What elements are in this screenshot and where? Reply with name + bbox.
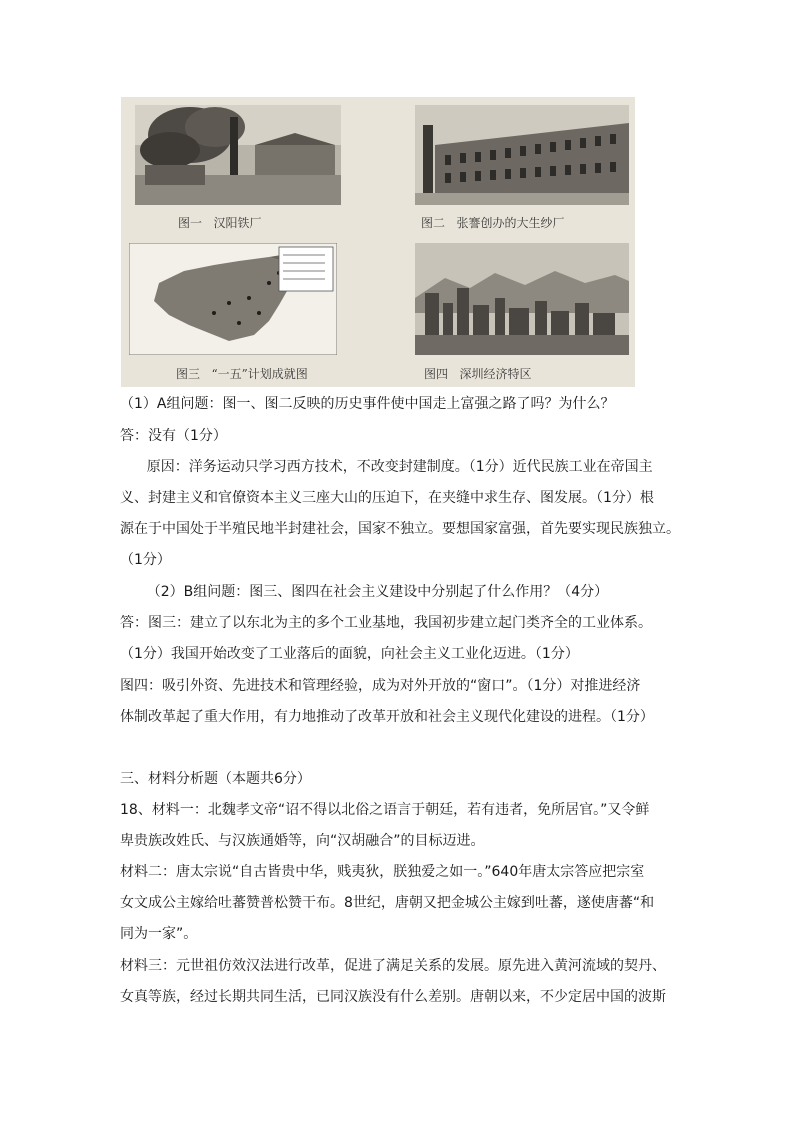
five-year-plan-map	[129, 243, 337, 355]
historical-photo-figure	[121, 97, 635, 387]
question-a: （1）A组问题：图一、图二反映的历史事件使中国走上富强之路了吗？为什么？	[120, 396, 615, 412]
answer-a-3: 义、封建主义和官僚资本主义三座大山的压迫下，在夹缝中求生存、图发展。（1分）根	[120, 490, 654, 506]
answer-a-4: 源在于中国处于半殖民地半封建社会，国家不独立。要想国家富强，首先要实现民族独立。	[120, 521, 680, 537]
answer-b-1: 答：图三：建立了以东北为主的多个工业基地，我国初步建立起门类齐全的工业体系。	[120, 615, 652, 631]
question-b: （2）B组问题：图三、图四在社会主义建设中分别起了什么作用？（4分）	[120, 584, 609, 600]
material-one-1: 18、材料一：北魏孝文帝“诏不得以北俗之语言于朝廷，若有违者，免所居官。”又令鲜	[120, 802, 650, 818]
answer-a-2: 原因：洋务运动只学习西方技术，不改变封建制度。（1分）近代民族工业在帝国主	[120, 459, 653, 475]
answer-b-2: （1分）我国开始改变了工业落后的面貌，向社会主义工业化迈进。（1分）	[120, 646, 579, 662]
material-three-2: 女真等族，经过长期共同生活，已同汉族没有什么差别。唐朝以来，不少定居中国的波斯	[120, 989, 666, 1005]
answer-a-1: 答：没有（1分）	[120, 428, 227, 444]
material-two-1: 材料二：唐太宗说“自古皆贵中华，贱夷狄，朕独爱之如一。”640年唐太宗答应把宗室	[120, 864, 645, 880]
dasheng-mill-photo	[415, 105, 629, 205]
hanyang-ironworks-photo	[135, 105, 341, 205]
shenzhen-sez-photo	[415, 243, 629, 355]
material-one-2: 卑贵族改姓氏、与汉族通婚等，向“汉胡融合”的目标迈进。	[120, 833, 485, 849]
material-three-1: 材料三：元世祖仿效汉法进行改革，促进了满足关系的发展。原先进入黄河流域的契丹、	[120, 958, 666, 974]
answer-b-3: 图四：吸引外资、先进技术和管理经验，成为对外开放的“窗口”。（1分）对推进经济	[120, 678, 641, 694]
caption-fig1: 图一 汉阳铁厂	[178, 216, 262, 230]
material-two-2: 女文成公主嫁给吐蕃赞普松赞干布。8世纪，唐朝又把金城公主嫁到吐蕃，遂使唐蕃“和	[120, 895, 655, 911]
answer-b-4: 体制改革起了重大作用，有力地推动了改革开放和社会主义现代化建设的进程。（1分）	[120, 709, 654, 725]
answer-a-5: （1分）	[120, 552, 171, 568]
caption-fig3: 图三 “一五”计划成就图	[176, 367, 308, 381]
caption-fig2: 图二 张謇创办的大生纱厂	[421, 216, 565, 230]
material-two-3: 同为一家”。	[120, 926, 198, 942]
caption-fig4: 图四 深圳经济特区	[424, 367, 532, 381]
section-three-heading: 三、材料分析题（本题共6分）	[120, 771, 311, 787]
